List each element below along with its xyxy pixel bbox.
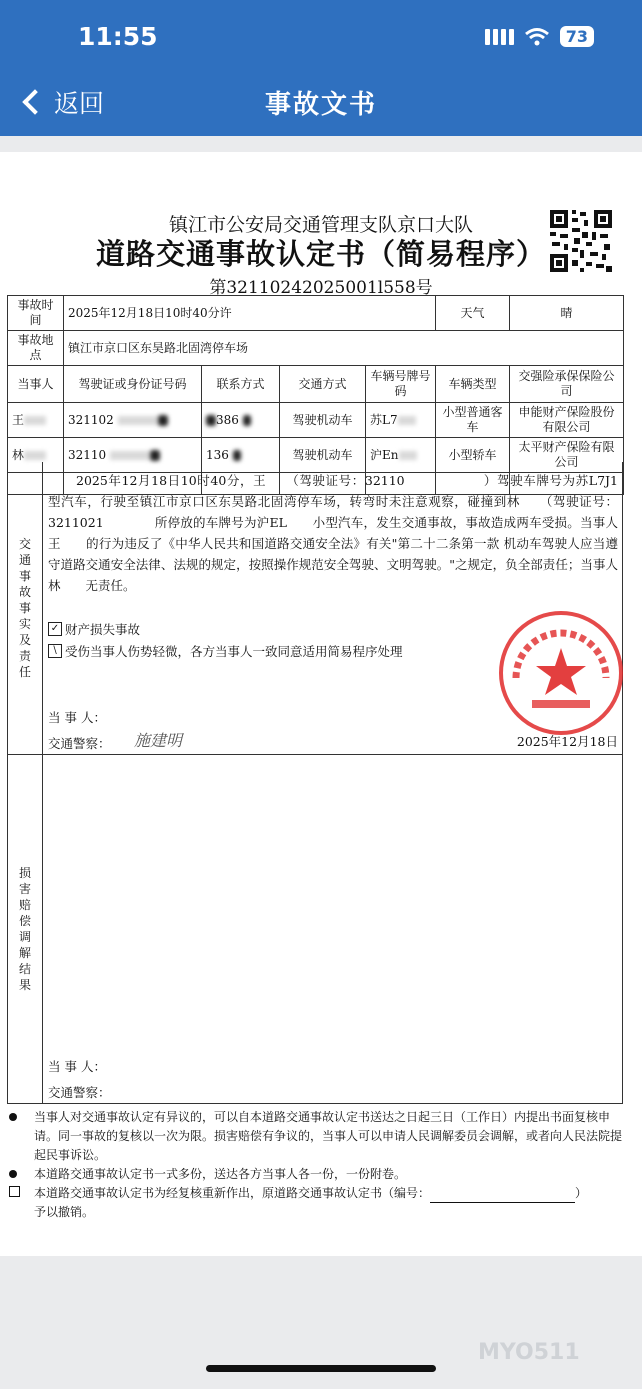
officer-signature: 施建明 (134, 731, 183, 750)
party-vehicle-type: 小型轿车 (436, 438, 510, 473)
party-name: 王 (12, 412, 25, 427)
back-label: 返回 (54, 89, 105, 118)
party-header-row (8, 366, 624, 403)
note-3: 本道路交通事故认定书为经复核重新作出，原道路交通事故认定书（编号： (34, 1186, 431, 1200)
notes (7, 1108, 623, 1222)
checkbox-marked-icon: \ (48, 644, 62, 658)
list-item: 本道路交通事故认定书为经复核重新作出，原道路交通事故认定书（编号： ） 予以撤销。 (7, 1184, 623, 1222)
officer-label: 交通警察： (48, 736, 111, 751)
location: 镇江市京口区东昊路北固湾停车场 (64, 331, 624, 366)
check-simple-procedure-label: 受伤当事人伤势轻微，各方当事人一致同意适用简易程序处理 (65, 644, 403, 659)
redaction (118, 416, 158, 425)
party-vehicle-type: 小型普通客车 (436, 403, 510, 438)
accident-time-label: 事故时间 (8, 296, 64, 331)
document-number: 第32110242025001l558号 (209, 278, 433, 298)
compensation-label: 损害赔偿调解结果 (18, 866, 31, 992)
header-phone: 联系方式 (202, 366, 280, 403)
bullet-icon (9, 1113, 17, 1121)
facts-text: 2025年12月18日10时40分，王 （驾驶证号：32110 ）驾驶车牌号为苏L7J1 型汽车，行驶至镇江市京口区东昊路北固湾停车场，转弯时未注意观察，碰撞到林 （驾驶证号：3211021 所停放的车牌号为沪EL 小型汽车，发生交通事故，事故造成两车受损。当事人王 的行为违反了《中华人民共和国道路交通安全法》有关"第二十二条第一款 机动车驾驶人应当遵守道路交通安全法律、法规的规定，按照操作规范安全驾驶、文明驾驶。"之规定，负全部责任；当事人林 无责任。 (48, 473, 631, 593)
bullet-icon (9, 1170, 17, 1178)
facts-section (7, 462, 631, 755)
officer-label-2: 交通警察： (48, 1085, 111, 1100)
party-plate: 沪En (370, 447, 399, 462)
party-insurer: 申能财产保险股份有限公司 (510, 403, 624, 438)
list-item (7, 1165, 623, 1184)
party-id: 32110 (68, 447, 107, 462)
redaction (24, 451, 46, 460)
accident-time: 2025年12月18日10时40分许 (64, 296, 436, 331)
party-sign-label: 当 事 人： (48, 710, 106, 725)
redaction (399, 451, 417, 460)
page-title: 事故文书 (264, 90, 377, 120)
note-4: 予以撤销。 (34, 1205, 95, 1219)
note-1: 当事人对交通事故认定有异议的，可以自本道路交通事故认定书送达之日起三日（工作日）内提出书面复核申请。同一事故的复核以一次为限。损害赔偿有争议的，当事人可以申请人民调解委员会调解，或者向人民法院提起民事诉讼。 (34, 1110, 623, 1162)
table-row (8, 403, 624, 438)
wifi-icon (524, 27, 550, 47)
issuing-organization: 镇江市公安局交通管理支队京口大队 (168, 214, 473, 236)
redaction (110, 451, 150, 460)
checkbox-checked-icon: ✓ (48, 622, 62, 636)
status-time: 11:55 (78, 22, 158, 51)
header-id: 驾驶证或身份证号码 (64, 366, 202, 403)
redaction (150, 450, 160, 461)
home-indicator[interactable] (206, 1365, 436, 1372)
location-label: 事故地点 (8, 331, 64, 366)
party-plate: 苏L7 (370, 412, 398, 427)
party-phone: 386 (216, 412, 239, 427)
weather-label: 天气 (436, 296, 510, 331)
cellular-signal-icon (485, 29, 514, 45)
redaction (158, 415, 168, 426)
status-icons (485, 26, 594, 47)
weather: 晴 (510, 296, 624, 331)
party-sign-label-2: 当 事 人： (48, 1059, 106, 1074)
header-party: 当事人 (8, 366, 64, 403)
check-property-loss-label: 财产损失事故 (65, 622, 141, 637)
top-bar (0, 0, 642, 136)
party-name: 林 (12, 447, 25, 462)
list-item (7, 1108, 623, 1165)
official-seal-icon (496, 608, 626, 738)
issue-date: 2025年12月18日 (516, 734, 618, 749)
document-page (0, 152, 642, 1256)
party-mode: 驾驶机动车 (280, 403, 366, 438)
redaction (206, 415, 216, 426)
party-phone: 136 (206, 447, 229, 462)
note-2: 本道路交通事故认定书一式多份，送达各方当事人各一份，一份附卷。 (34, 1167, 407, 1181)
party-mode: 驾驶机动车 (280, 438, 366, 473)
qr-code-icon (548, 208, 614, 274)
check-property-loss (48, 620, 140, 638)
blank-line (430, 1190, 575, 1203)
header-plate: 车辆号牌号码 (366, 366, 436, 403)
battery-icon: 73 (560, 26, 594, 47)
watermark: MYO511 (478, 1340, 580, 1365)
redaction (233, 450, 241, 461)
party-insurer: 太平财产保险有限公司 (510, 438, 624, 473)
document-title: 道路交通事故认定书（简易程序） (95, 237, 546, 271)
facts-label: 交通事故事实及责任 (18, 537, 31, 679)
header-insurer: 交强险承保保险公司 (510, 366, 624, 403)
compensation-section (7, 755, 623, 1104)
check-simple-procedure (48, 642, 403, 660)
redaction (243, 415, 251, 426)
party-id: 321102 (68, 412, 114, 427)
header-mode: 交通方式 (280, 366, 366, 403)
header-vehicle-type: 车辆类型 (436, 366, 510, 403)
redaction (398, 416, 416, 425)
checkbox-empty-icon (9, 1186, 20, 1197)
redaction (24, 416, 46, 425)
